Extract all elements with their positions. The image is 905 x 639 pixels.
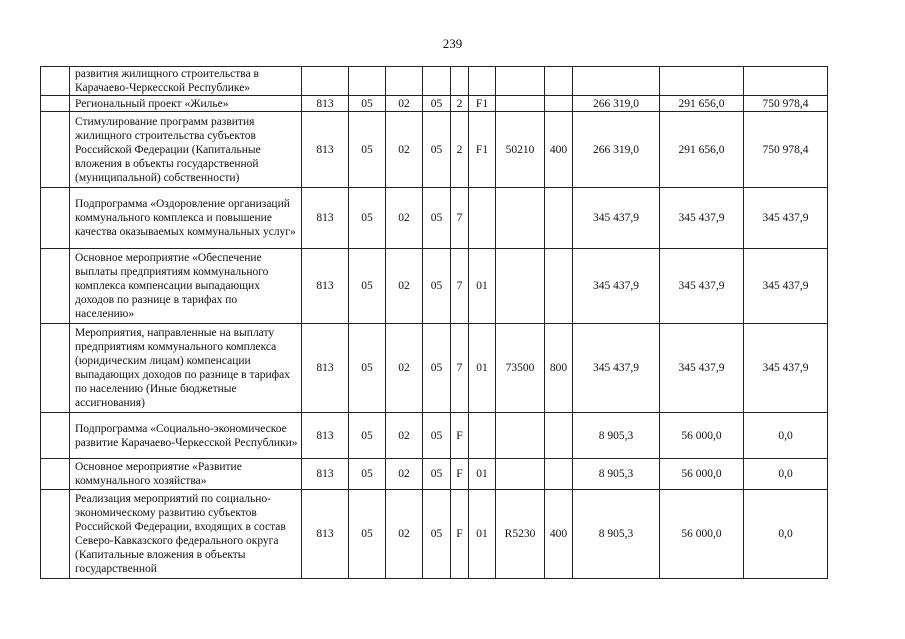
cell-admin-code: 813 [302,112,349,188]
cell-expense-type [545,459,573,490]
cell-subprogram: F [451,459,469,490]
cell-expense-type: 400 [545,112,573,188]
row-description: Основное мероприятие «Обеспечение выплаты предприятиям коммунального комплекса компенсации выпадающих доходов по разнице в тарифах по населению» [70,249,302,324]
cell-program: 05 [423,249,451,324]
cell-subsection: 02 [386,96,423,112]
cell-section: 05 [349,490,386,579]
cell-direction [496,96,545,112]
cell-event: F1 [469,96,496,112]
cell-subsection: 02 [386,324,423,413]
cell-amount-year1 [573,67,660,96]
cell-section: 05 [349,413,386,459]
cell-program: 05 [423,96,451,112]
row-description: Мероприятия, направленные на выплату предприятиям коммунального комплекса (юридическим лицам) компенсации выпадающих доходов по разнице в тарифах по населению (Иные бюджетные ассигнования) [70,324,302,413]
cell-program: 05 [423,112,451,188]
cell-amount-year3: 0,0 [744,413,828,459]
cell-section: 05 [349,188,386,249]
cell-amount-year2 [660,67,744,96]
row-description: развития жилищного строительства в Карачаево-Черкесской Республике» [70,67,302,96]
row-description: Основное мероприятие «Развитие коммунального хозяйства» [70,459,302,490]
cell-amount-year2: 291 656,0 [660,96,744,112]
cell-event: 01 [469,249,496,324]
cell-amount-year3: 0,0 [744,490,828,579]
cell-admin-code: 813 [302,490,349,579]
row-description: Подпрограмма «Социально-экономическое развитие Карачаево-Черкесской Республики» [70,413,302,459]
cell-subsection: 02 [386,413,423,459]
row-description: Региональный проект «Жилье» [70,96,302,112]
cell-expense-type [545,188,573,249]
cell-program: 05 [423,459,451,490]
cell-amount-year1: 8 905,3 [573,413,660,459]
cell-admin-code: 813 [302,249,349,324]
cell-event [469,413,496,459]
cell-amount-year2: 291 656,0 [660,112,744,188]
cell-event [469,67,496,96]
table-row [41,413,828,459]
cell-admin-code: 813 [302,96,349,112]
cell-amount-year1: 345 437,9 [573,188,660,249]
cell-admin-code: 813 [302,413,349,459]
table-row [41,67,828,96]
cell-subsection: 02 [386,112,423,188]
cell-admin-code [302,67,349,96]
cell-section: 05 [349,249,386,324]
cell-amount-year1: 266 319,0 [573,112,660,188]
table-row [41,324,828,413]
cell-section: 05 [349,112,386,188]
cell-subprogram: F [451,490,469,579]
row-description: Стимулирование программ развития жилищного строительства субъектов Российской Федерации (Капитальные вложения в объекты государственной (муниципальной) собственности) [70,112,302,188]
cell-subprogram [451,67,469,96]
cell-subsection: 02 [386,249,423,324]
cell-section: 05 [349,96,386,112]
cell-event [469,188,496,249]
cell-direction: 73500 [496,324,545,413]
cell-amount-year2: 56 000,0 [660,413,744,459]
cell-direction [496,188,545,249]
cell-subsection: 02 [386,188,423,249]
cell-direction [496,67,545,96]
cell-section [349,67,386,96]
cell-event: 01 [469,324,496,413]
cell-direction [496,413,545,459]
cell-amount-year3: 345 437,9 [744,249,828,324]
cell-amount-year3: 0,0 [744,459,828,490]
cell-event: F1 [469,112,496,188]
cell-direction [496,459,545,490]
cell-amount-year1: 345 437,9 [573,324,660,413]
cell-amount-year3: 750 978,4 [744,112,828,188]
budget-table [40,66,828,579]
table-row [41,96,828,112]
cell-subsection: 02 [386,459,423,490]
cell-subprogram: 2 [451,112,469,188]
row-description: Подпрограмма «Оздоровление организаций коммунального комплекса и повышение качества оказываемых коммунальных услуг» [70,188,302,249]
cell-expense-type [545,413,573,459]
cell-amount-year3: 750 978,4 [744,96,828,112]
cell-program [423,67,451,96]
cell-subprogram: 7 [451,188,469,249]
cell-expense-type [545,67,573,96]
cell-amount-year2: 56 000,0 [660,490,744,579]
cell-amount-year1: 8 905,3 [573,459,660,490]
cell-section: 05 [349,459,386,490]
cell-subsection: 02 [386,490,423,579]
cell-expense-type: 400 [545,490,573,579]
cell-amount-year2: 345 437,9 [660,249,744,324]
cell-direction: 50210 [496,112,545,188]
cell-subprogram: 7 [451,249,469,324]
cell-amount-year2: 345 437,9 [660,188,744,249]
cell-amount-year1: 8 905,3 [573,490,660,579]
cell-event: 01 [469,490,496,579]
cell-amount-year1: 345 437,9 [573,249,660,324]
cell-amount-year2: 56 000,0 [660,459,744,490]
cell-amount-year3 [744,67,828,96]
cell-admin-code: 813 [302,324,349,413]
cell-amount-year3: 345 437,9 [744,188,828,249]
cell-subprogram: 2 [451,96,469,112]
cell-subsection [386,67,423,96]
cell-program: 05 [423,324,451,413]
cell-event: 01 [469,459,496,490]
cell-expense-type: 800 [545,324,573,413]
page-number: 239 [442,36,463,51]
table-row [41,249,828,324]
cell-program: 05 [423,490,451,579]
row-description: Реализация мероприятий по социально-экономическому развитию субъектов Российской Федерации, входящих в состав Северо-Кавказского федерального округа (Капитальные вложения в объекты государственной [70,490,302,579]
cell-direction [496,249,545,324]
table-row [41,490,828,579]
cell-subprogram: 7 [451,324,469,413]
cell-section: 05 [349,324,386,413]
cell-amount-year1: 266 319,0 [573,96,660,112]
cell-expense-type [545,96,573,112]
table-row [41,459,828,490]
cell-amount-year3: 345 437,9 [744,324,828,413]
cell-subprogram: F [451,413,469,459]
cell-admin-code: 813 [302,459,349,490]
table-row [41,188,828,249]
cell-program: 05 [423,188,451,249]
cell-amount-year2: 345 437,9 [660,324,744,413]
cell-program: 05 [423,413,451,459]
cell-admin-code: 813 [302,188,349,249]
table-row [41,112,828,188]
cell-expense-type [545,249,573,324]
cell-direction: R5230 [496,490,545,579]
